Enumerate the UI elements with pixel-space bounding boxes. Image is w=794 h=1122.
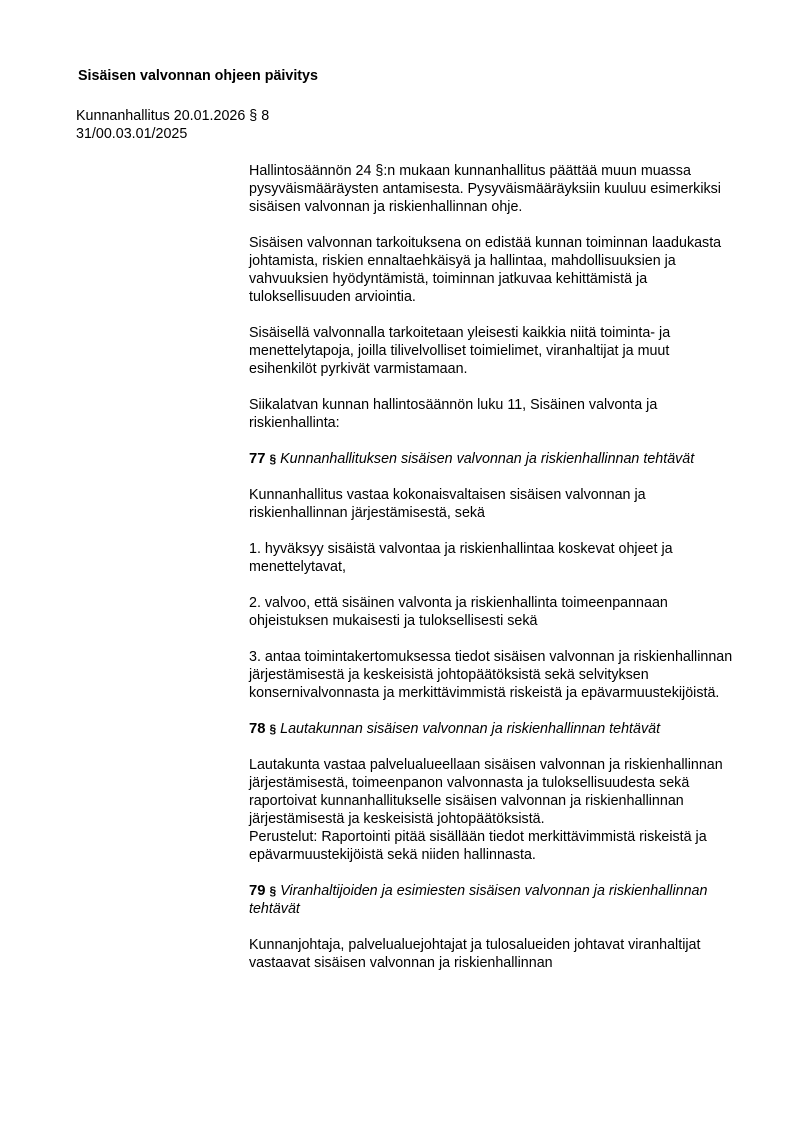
section-title: Kunnanhallituksen sisäisen valvonnan ja riskienhallinnan tehtävät bbox=[280, 451, 695, 467]
case-number: 31/00.03.01/2025 bbox=[76, 126, 188, 142]
section-number: 78 bbox=[249, 721, 266, 737]
intro-paragraph: Hallintosäännön 24 §:n mukaan kunnanhallitus päättää muun muassa pysyväismääräysten antamisesta. Pysyväismääräyksiin kuuluu esimerkiksi sisäisen valvonnan ja riskienhallinnan ohje. bbox=[249, 163, 721, 215]
intro-paragraph: Sisäisellä valvonnalla tarkoitetaan yleisesti kaikkia niitä toiminta- ja menettelytapoja, joilla tilivelvolliset toimielimet, viranhaltijat ja muut esihenkilöt pyrkivät varmistamaan. bbox=[249, 325, 671, 377]
meeting-info bbox=[76, 107, 269, 143]
list-item: 2. valvoo, että sisäinen valvonta ja riskienhallinta toimeenpannaan ohjeistuksen mukaisesti ja tuloksellisesti sekä bbox=[249, 595, 668, 629]
section-77-lead: Kunnanhallitus vastaa kokonaisvaltaisen sisäisen valvonnan ja riskienhallinnan järjestämisestä, sekä bbox=[249, 487, 646, 521]
section-sign: § bbox=[269, 722, 277, 736]
section-78-text bbox=[249, 756, 739, 864]
intro-paragraph: Siikalatvan kunnan hallintosäännön luku 11, Sisäinen valvonta ja riskienhallinta: bbox=[249, 397, 658, 431]
section-78-body: Lautakunta vastaa palvelualueellaan sisäisen valvonnan ja riskienhallinnan järjestämisestä, toimeenpanon valvonnasta ja tuloksellisuudesta sekä raportoivat kunnanhallitukselle sisäisen valvonnan ja riskienhallinnan järjestämisestä ja keskeisistä johtopäätöksistä. bbox=[249, 757, 723, 827]
section-78-rationale: Perustelut: Raportointi pitää sisällään tiedot merkittävimmistä riskeistä ja epävarmuustekijöistä sekä niiden hallinnasta. bbox=[249, 829, 707, 863]
section-79-text: Kunnanjohtaja, palvelualuejohtajat ja tulosalueiden johtavat viranhaltijat vastaavat sisäisen valvonnan ja riskienhallinnan bbox=[249, 937, 701, 971]
section-title: Viranhaltijoiden ja esimiesten sisäisen valvonnan ja riskienhallinnan tehtävät bbox=[249, 883, 708, 917]
section-sign: § bbox=[269, 452, 277, 466]
list-item: 1. hyväksyy sisäistä valvontaa ja riskienhallintaa koskevat ohjeet ja menettelytavat, bbox=[249, 541, 673, 575]
intro-paragraph: Sisäisen valvonnan tarkoituksena on edistää kunnan toiminnan laadukasta johtamista, riskien ennaltaehkäisyä ja hallintaa, mahdollisuuksien ja vahvuuksien hyödyntämistä, toiminnan jatkuvaa kehittämistä ja tuloksellisuuden arviointia. bbox=[249, 235, 722, 305]
section-78-heading bbox=[249, 720, 739, 738]
section-number: 77 bbox=[249, 451, 266, 467]
section-77-heading bbox=[249, 450, 739, 468]
section-79-heading bbox=[249, 882, 739, 918]
section-title: Lautakunnan sisäisen valvonnan ja riskienhallinnan tehtävät bbox=[280, 721, 661, 737]
meeting-reference: Kunnanhallitus 20.01.2026 § 8 bbox=[76, 108, 270, 124]
section-number: 79 bbox=[249, 883, 266, 899]
section-sign: § bbox=[269, 884, 277, 898]
document-title: Sisäisen valvonnan ohjeen päivitys bbox=[78, 68, 318, 84]
document-body bbox=[249, 162, 739, 990]
list-item: 3. antaa toimintakertomuksessa tiedot sisäisen valvonnan ja riskienhallinnan järjestämisestä ja keskeisistä johtopäätöksistä sekä selvityksen konsernivalvonnasta ja merkittävimmistä riskeistä ja epävarmuustekijöistä. bbox=[249, 649, 733, 701]
